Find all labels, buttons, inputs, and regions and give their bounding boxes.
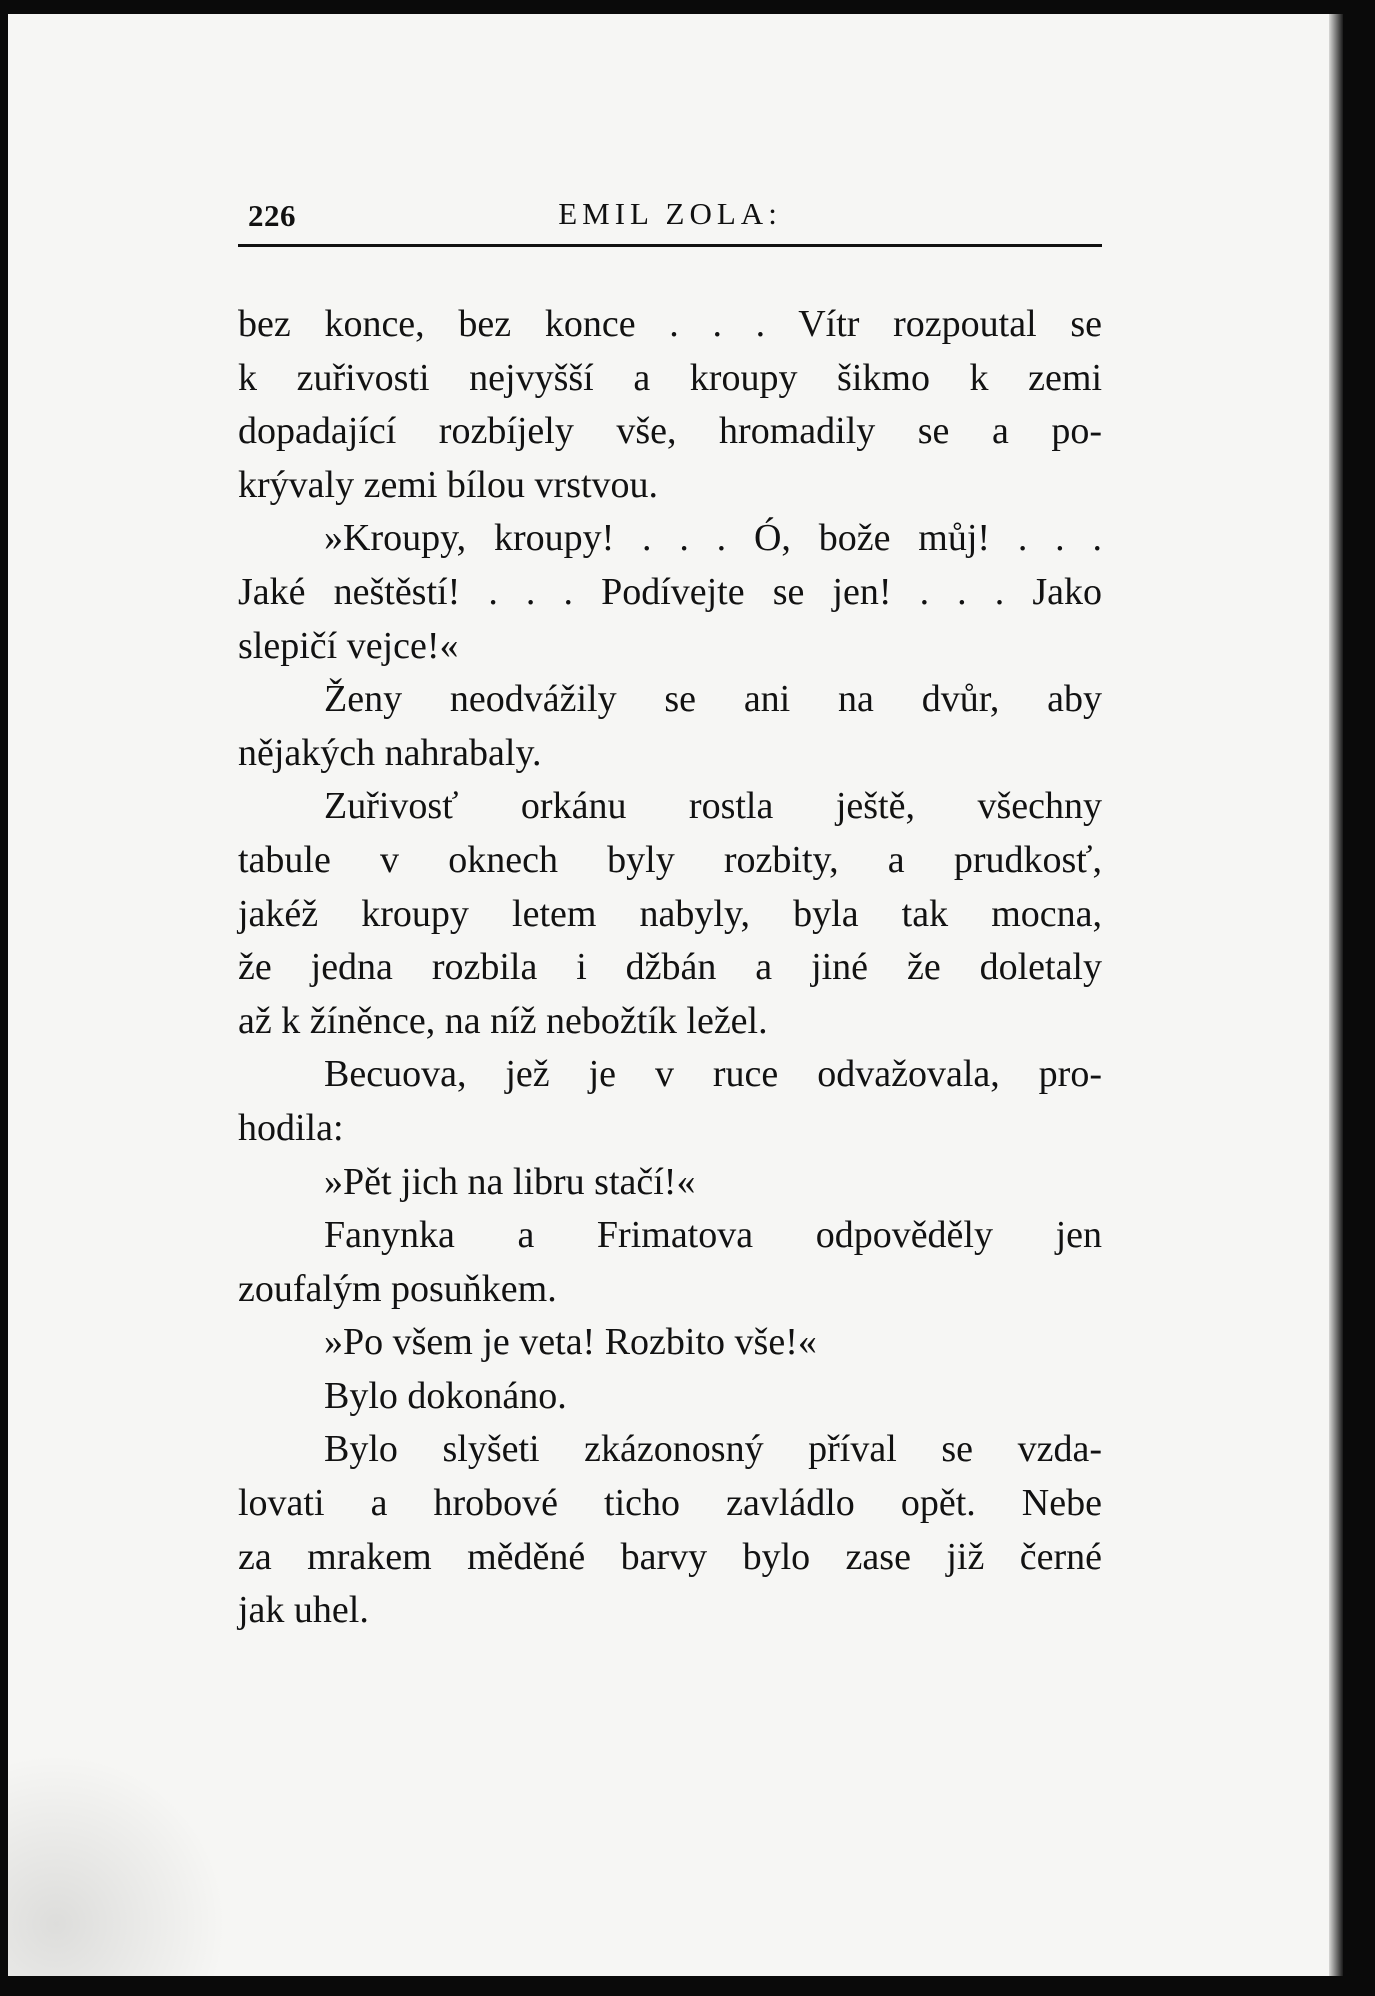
text-line: lovati a hrobové ticho zavládlo opět. Nebe bbox=[238, 1482, 1102, 1525]
header-rule bbox=[238, 244, 1102, 247]
text-line: »Kroupy, kroupy! . . . Ó, bože můj! . . . bbox=[324, 517, 1102, 560]
text-line: krývaly zemi bílou vrstvou. bbox=[238, 463, 659, 506]
text-line: že jedna rozbila i džbán a jiné že doletaly bbox=[238, 946, 1102, 989]
text-line: Bylo dokonáno. bbox=[324, 1374, 567, 1417]
text-line: jak uhel. bbox=[238, 1589, 369, 1632]
text-line: Ženy neodvážily se ani na dvůr, aby bbox=[324, 678, 1102, 721]
text-line: k zuřivosti nejvyšší a kroupy šikmo k zemi bbox=[238, 356, 1102, 399]
text-line: nějakých nahrabaly. bbox=[238, 731, 542, 774]
text-line: »Po všem je veta! Rozbito vše!« bbox=[324, 1321, 817, 1364]
text-line: »Pět jich na libru stačí!« bbox=[324, 1160, 696, 1203]
text-line: Zuřivosť orkánu rostla ještě, všechny bbox=[324, 785, 1102, 828]
page-number: 226 bbox=[248, 198, 296, 233]
page-stain bbox=[8, 1716, 248, 1976]
page-edge-shadow bbox=[1329, 14, 1343, 1976]
text-line: Bylo slyšeti zkázonosný příval se vzda- bbox=[324, 1428, 1102, 1471]
body-text bbox=[238, 298, 1102, 1638]
text-line: jakéž kroupy letem nabyly, byla tak mocna, bbox=[238, 892, 1102, 935]
text-line: za mrakem měděné barvy bylo zase již černé bbox=[238, 1535, 1102, 1578]
running-head: EMIL ZOLA: bbox=[558, 196, 782, 231]
text-line: slepičí vejce!« bbox=[238, 624, 459, 667]
text-line: bez konce, bez konce . . . Vítr rozpoutal se bbox=[238, 303, 1102, 345]
text-line: dopadající rozbíjely vše, hromadily se a po- bbox=[238, 410, 1102, 453]
text-line: Jaké neštěstí! . . . Podívejte se jen! . . . Jako bbox=[238, 570, 1102, 613]
text-line: až k žíněnce, na níž nebožtík ležel. bbox=[238, 999, 768, 1042]
text-line: Fanynka a Frimatova odpověděly jen bbox=[324, 1214, 1102, 1257]
text-line: hodila: bbox=[238, 1106, 344, 1149]
text-line: Becuova, jež je v ruce odvažovala, pro- bbox=[324, 1053, 1102, 1096]
text-line: zoufalým posuňkem. bbox=[238, 1267, 557, 1310]
scanned-page bbox=[8, 14, 1343, 1976]
page-header bbox=[238, 194, 1102, 234]
text-line: tabule v oknech byly rozbity, a prudkosť, bbox=[238, 838, 1102, 881]
